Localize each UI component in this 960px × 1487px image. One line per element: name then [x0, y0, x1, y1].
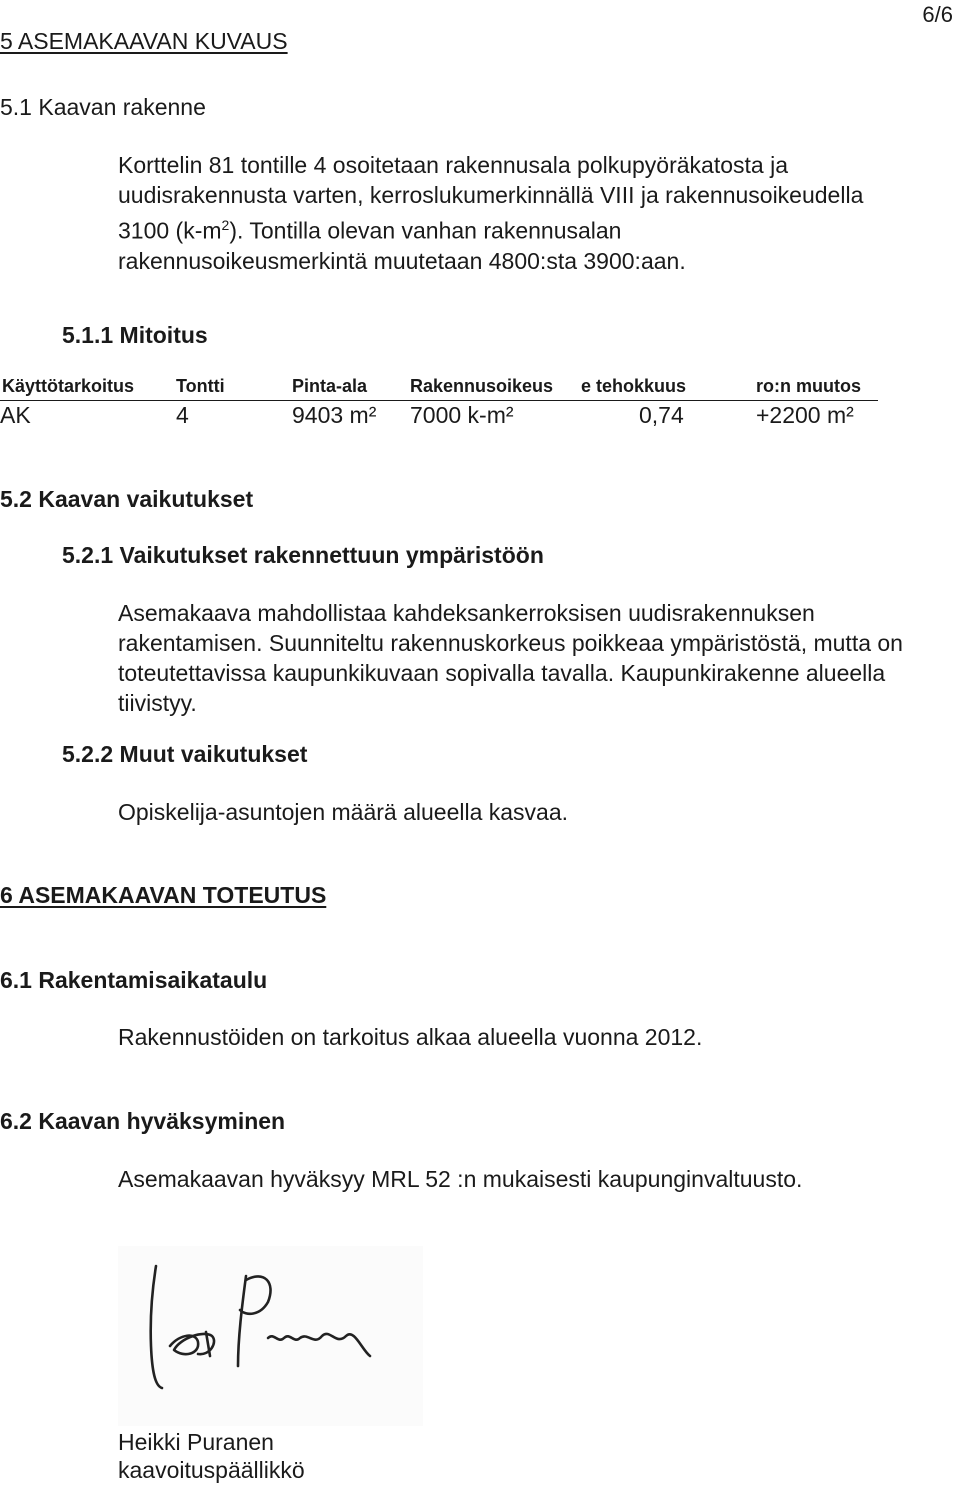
section-5-2-1-heading: 5.2.1 Vaikutukset rakennettuun ympäristöön [62, 542, 544, 568]
table-header-cell: e tehokkuus [581, 376, 687, 396]
section-5-2-2-body: Opiskelija-asuntojen määrä alueella kasvaa. [118, 799, 569, 825]
table-header-cell: Pinta-ala [292, 376, 368, 396]
section-5-2-1-body [118, 598, 903, 718]
superscript: 2 [221, 217, 230, 233]
table-cell: 9403 m² [292, 402, 377, 428]
table-cell: AK [0, 402, 31, 428]
body-line: 3100 $(k-m^2)$. Tontilla olevan vanhan rakennusalan [118, 217, 622, 244]
table-header-row [0, 376, 880, 400]
section-6-heading: 6 ASEMAKAAVAN TOTEUTUS [0, 882, 327, 908]
section-5-1-body [118, 150, 863, 276]
table-cell: 4 [176, 402, 189, 428]
table-header-rule [0, 400, 878, 401]
signature-image [118, 1246, 423, 1426]
section-6-1-body: Rakennustöiden on tarkoitus alkaa alueella vuonna 2012. [118, 1024, 703, 1050]
section-5-1-heading: 5.1 Kaavan rakenne [0, 94, 206, 120]
body-line: rakennusoikeusmerkintä muutetaan 4800:sta 3900:aan. [118, 247, 686, 274]
body-line: rakentamisen. Suunniteltu rakennuskorkeus poikkeaa ympäristöstä, mutta on [118, 630, 903, 656]
signer-title: kaavoituspäällikkö [118, 1457, 305, 1483]
page-number: 6/6 [922, 2, 953, 27]
table-header-cell: Rakennusoikeus [410, 376, 554, 396]
body-line: tiivistyy. [118, 690, 197, 716]
table-header-cell: Tontti [176, 376, 225, 396]
section-5-2-2-heading: 5.2.2 Muut vaikutukset [62, 741, 308, 767]
table-cell: +2200 m² [756, 402, 854, 428]
body-line: Korttelin 81 tontille 4 osoitetaan rakennusala polkupyöräkatosta ja [118, 152, 788, 178]
body-line: toteutettavissa kaupunkikuvaan sopivalla tavalla. Kaupunkirakenne alueella [118, 660, 886, 686]
section-5-2-heading: 5.2 Kaavan vaikutukset [0, 486, 254, 512]
section-5-1-1-heading: 5.1.1 Mitoitus [62, 322, 208, 348]
section-6-2-body: Asemakaavan hyväksyy MRL 52 :n mukaisesti kaupunginvaltuusto. [118, 1166, 803, 1192]
handwritten-signature-icon [118, 1246, 423, 1426]
table-header-cell: Käyttötarkoitus [2, 376, 135, 396]
body-line: Asemakaava mahdollistaa kahdeksankerroksisen uudisrakennuksen [118, 600, 815, 626]
table-header-cell: ro:n muutos [756, 376, 861, 396]
signer-name: Heikki Puranen [118, 1429, 274, 1455]
section-6-1-heading: 6.1 Rakentamisaikataulu [0, 967, 268, 993]
body-line: uudisrakennusta varten, kerroslukumerkinnällä VIII ja rakennusoikeudella [118, 182, 864, 208]
table-cell: 7000 k-m² [410, 402, 514, 428]
section-6-2-heading: 6.2 Kaavan hyväksyminen [0, 1108, 286, 1134]
table-cell: 0,74 [639, 402, 684, 428]
section-5-heading: 5 ASEMAKAAVAN KUVAUS [0, 28, 288, 54]
